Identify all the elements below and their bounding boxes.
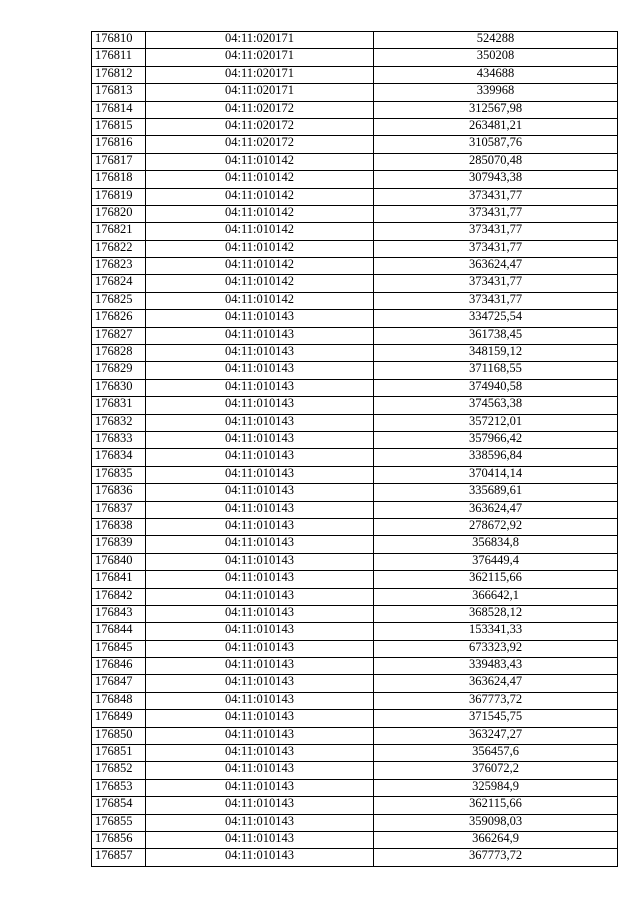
table-row [92, 292, 618, 309]
row-id-cell: 176825 [92, 292, 146, 309]
data-table [91, 31, 618, 867]
row-id-cell: 176811 [92, 49, 146, 66]
value-cell: 356834,8 [374, 536, 618, 553]
table-row [92, 605, 618, 622]
value-cell: 366264,9 [374, 831, 618, 848]
cadastral-code-cell: 04:11:010143 [146, 571, 374, 588]
cadastral-code-cell: 04:11:010143 [146, 588, 374, 605]
cadastral-code-cell: 04:11:020171 [146, 32, 374, 49]
table-row [92, 692, 618, 709]
value-cell: 373431,77 [374, 275, 618, 292]
cadastral-code-cell: 04:11:010143 [146, 849, 374, 866]
cadastral-code-cell: 04:11:010143 [146, 553, 374, 570]
cadastral-code-cell: 04:11:010142 [146, 171, 374, 188]
cadastral-code-cell: 04:11:010143 [146, 692, 374, 709]
row-id-cell: 176848 [92, 692, 146, 709]
value-cell: 361738,45 [374, 327, 618, 344]
table-row [92, 379, 618, 396]
row-id-cell: 176819 [92, 188, 146, 205]
value-cell: 357212,01 [374, 414, 618, 431]
cadastral-code-cell: 04:11:010143 [146, 449, 374, 466]
cadastral-code-cell: 04:11:010143 [146, 362, 374, 379]
value-cell: 367773,72 [374, 692, 618, 709]
table-row [92, 101, 618, 118]
value-cell: 367773,72 [374, 849, 618, 866]
row-id-cell: 176810 [92, 32, 146, 49]
row-id-cell: 176812 [92, 66, 146, 83]
value-cell: 363624,47 [374, 258, 618, 275]
cadastral-code-cell: 04:11:010142 [146, 153, 374, 170]
table-row [92, 658, 618, 675]
row-id-cell: 176837 [92, 501, 146, 518]
value-cell: 339483,43 [374, 658, 618, 675]
value-cell: 307943,38 [374, 171, 618, 188]
cadastral-code-cell: 04:11:010143 [146, 466, 374, 483]
row-id-cell: 176849 [92, 710, 146, 727]
table-row [92, 571, 618, 588]
row-id-cell: 176852 [92, 762, 146, 779]
value-cell: 374940,58 [374, 379, 618, 396]
cadastral-code-cell: 04:11:010143 [146, 762, 374, 779]
table-row [92, 536, 618, 553]
row-id-cell: 176850 [92, 727, 146, 744]
value-cell: 376072,2 [374, 762, 618, 779]
row-id-cell: 176838 [92, 518, 146, 535]
table-row [92, 518, 618, 535]
row-id-cell: 176815 [92, 118, 146, 135]
cadastral-code-cell: 04:11:010143 [146, 831, 374, 848]
value-cell: 363624,47 [374, 675, 618, 692]
table-row [92, 275, 618, 292]
table-row [92, 814, 618, 831]
cadastral-code-cell: 04:11:010143 [146, 414, 374, 431]
table-row [92, 205, 618, 222]
row-id-cell: 176844 [92, 623, 146, 640]
cadastral-code-cell: 04:11:010143 [146, 797, 374, 814]
value-cell: 310587,76 [374, 136, 618, 153]
cadastral-code-cell: 04:11:010143 [146, 727, 374, 744]
table-row [92, 466, 618, 483]
cadastral-code-cell: 04:11:010143 [146, 379, 374, 396]
cadastral-code-cell: 04:11:010143 [146, 397, 374, 414]
value-cell: 434688 [374, 66, 618, 83]
table-row [92, 588, 618, 605]
cadastral-code-cell: 04:11:010143 [146, 814, 374, 831]
cadastral-code-cell: 04:11:020172 [146, 136, 374, 153]
row-id-cell: 176854 [92, 797, 146, 814]
table-row [92, 431, 618, 448]
cadastral-code-cell: 04:11:010143 [146, 623, 374, 640]
row-id-cell: 176836 [92, 484, 146, 501]
table-row [92, 779, 618, 796]
value-cell: 362115,66 [374, 571, 618, 588]
cadastral-code-cell: 04:11:010143 [146, 779, 374, 796]
value-cell: 359098,03 [374, 814, 618, 831]
value-cell: 373431,77 [374, 240, 618, 257]
table-row [92, 849, 618, 866]
table-row [92, 32, 618, 49]
value-cell: 371168,55 [374, 362, 618, 379]
cadastral-code-cell: 04:11:020171 [146, 66, 374, 83]
row-id-cell: 176839 [92, 536, 146, 553]
value-cell: 153341,33 [374, 623, 618, 640]
cadastral-code-cell: 04:11:020172 [146, 101, 374, 118]
table-row [92, 640, 618, 657]
table-row [92, 223, 618, 240]
cadastral-code-cell: 04:11:010143 [146, 640, 374, 657]
row-id-cell: 176829 [92, 362, 146, 379]
cadastral-code-cell: 04:11:010143 [146, 518, 374, 535]
row-id-cell: 176821 [92, 223, 146, 240]
table-row [92, 66, 618, 83]
table-row [92, 345, 618, 362]
value-cell: 373431,77 [374, 292, 618, 309]
value-cell: 373431,77 [374, 223, 618, 240]
row-id-cell: 176817 [92, 153, 146, 170]
value-cell: 356457,6 [374, 745, 618, 762]
value-cell: 370414,14 [374, 466, 618, 483]
row-id-cell: 176824 [92, 275, 146, 292]
cadastral-code-cell: 04:11:010142 [146, 223, 374, 240]
table-row [92, 484, 618, 501]
table-row [92, 414, 618, 431]
table-row [92, 397, 618, 414]
cadastral-code-cell: 04:11:010143 [146, 536, 374, 553]
cadastral-code-cell: 04:11:010143 [146, 745, 374, 762]
cadastral-code-cell: 04:11:020171 [146, 84, 374, 101]
cadastral-code-cell: 04:11:010143 [146, 658, 374, 675]
table-row [92, 710, 618, 727]
row-id-cell: 176845 [92, 640, 146, 657]
cadastral-code-cell: 04:11:010143 [146, 605, 374, 622]
value-cell: 524288 [374, 32, 618, 49]
value-cell: 368528,12 [374, 605, 618, 622]
value-cell: 334725,54 [374, 310, 618, 327]
table-row [92, 501, 618, 518]
table-body [92, 32, 618, 867]
table-row [92, 188, 618, 205]
table-row [92, 449, 618, 466]
row-id-cell: 176818 [92, 171, 146, 188]
row-id-cell: 176843 [92, 605, 146, 622]
cadastral-code-cell: 04:11:020171 [146, 49, 374, 66]
table-row [92, 797, 618, 814]
row-id-cell: 176823 [92, 258, 146, 275]
row-id-cell: 176820 [92, 205, 146, 222]
table-row [92, 49, 618, 66]
cadastral-code-cell: 04:11:010143 [146, 675, 374, 692]
cadastral-code-cell: 04:11:010143 [146, 501, 374, 518]
value-cell: 363247,27 [374, 727, 618, 744]
row-id-cell: 176830 [92, 379, 146, 396]
table-row [92, 310, 618, 327]
value-cell: 362115,66 [374, 797, 618, 814]
table-row [92, 153, 618, 170]
row-id-cell: 176832 [92, 414, 146, 431]
value-cell: 363624,47 [374, 501, 618, 518]
table-row [92, 762, 618, 779]
value-cell: 348159,12 [374, 345, 618, 362]
value-cell: 366642,1 [374, 588, 618, 605]
value-cell: 325984,9 [374, 779, 618, 796]
row-id-cell: 176835 [92, 466, 146, 483]
row-id-cell: 176840 [92, 553, 146, 570]
row-id-cell: 176857 [92, 849, 146, 866]
value-cell: 335689,61 [374, 484, 618, 501]
value-cell: 376449,4 [374, 553, 618, 570]
table-row [92, 553, 618, 570]
value-cell: 357966,42 [374, 431, 618, 448]
row-id-cell: 176828 [92, 345, 146, 362]
cadastral-code-cell: 04:11:010142 [146, 275, 374, 292]
table-row [92, 171, 618, 188]
cadastral-code-cell: 04:11:010143 [146, 431, 374, 448]
row-id-cell: 176826 [92, 310, 146, 327]
table-row [92, 327, 618, 344]
value-cell: 312567,98 [374, 101, 618, 118]
value-cell: 350208 [374, 49, 618, 66]
row-id-cell: 176831 [92, 397, 146, 414]
row-id-cell: 176856 [92, 831, 146, 848]
cadastral-code-cell: 04:11:010142 [146, 188, 374, 205]
table-row [92, 362, 618, 379]
cadastral-code-cell: 04:11:010143 [146, 345, 374, 362]
table-row [92, 727, 618, 744]
value-cell: 285070,48 [374, 153, 618, 170]
row-id-cell: 176841 [92, 571, 146, 588]
row-id-cell: 176846 [92, 658, 146, 675]
value-cell: 338596,84 [374, 449, 618, 466]
cadastral-code-cell: 04:11:010143 [146, 310, 374, 327]
cadastral-code-cell: 04:11:020172 [146, 118, 374, 135]
cadastral-code-cell: 04:11:010142 [146, 258, 374, 275]
value-cell: 673323,92 [374, 640, 618, 657]
table-row [92, 831, 618, 848]
value-cell: 339968 [374, 84, 618, 101]
row-id-cell: 176851 [92, 745, 146, 762]
cadastral-code-cell: 04:11:010142 [146, 205, 374, 222]
value-cell: 373431,77 [374, 205, 618, 222]
table-row [92, 240, 618, 257]
cadastral-code-cell: 04:11:010143 [146, 484, 374, 501]
row-id-cell: 176827 [92, 327, 146, 344]
cadastral-code-cell: 04:11:010142 [146, 240, 374, 257]
table-row [92, 136, 618, 153]
cadastral-code-cell: 04:11:010143 [146, 327, 374, 344]
cadastral-code-cell: 04:11:010142 [146, 292, 374, 309]
row-id-cell: 176847 [92, 675, 146, 692]
value-cell: 371545,75 [374, 710, 618, 727]
row-id-cell: 176834 [92, 449, 146, 466]
row-id-cell: 176833 [92, 431, 146, 448]
row-id-cell: 176814 [92, 101, 146, 118]
row-id-cell: 176853 [92, 779, 146, 796]
value-cell: 278672,92 [374, 518, 618, 535]
table-row [92, 258, 618, 275]
table-row [92, 745, 618, 762]
row-id-cell: 176855 [92, 814, 146, 831]
value-cell: 263481,21 [374, 118, 618, 135]
table-row [92, 84, 618, 101]
table-row [92, 623, 618, 640]
value-cell: 373431,77 [374, 188, 618, 205]
row-id-cell: 176822 [92, 240, 146, 257]
cadastral-code-cell: 04:11:010143 [146, 710, 374, 727]
table-row [92, 118, 618, 135]
row-id-cell: 176813 [92, 84, 146, 101]
row-id-cell: 176816 [92, 136, 146, 153]
table-row [92, 675, 618, 692]
value-cell: 374563,38 [374, 397, 618, 414]
row-id-cell: 176842 [92, 588, 146, 605]
